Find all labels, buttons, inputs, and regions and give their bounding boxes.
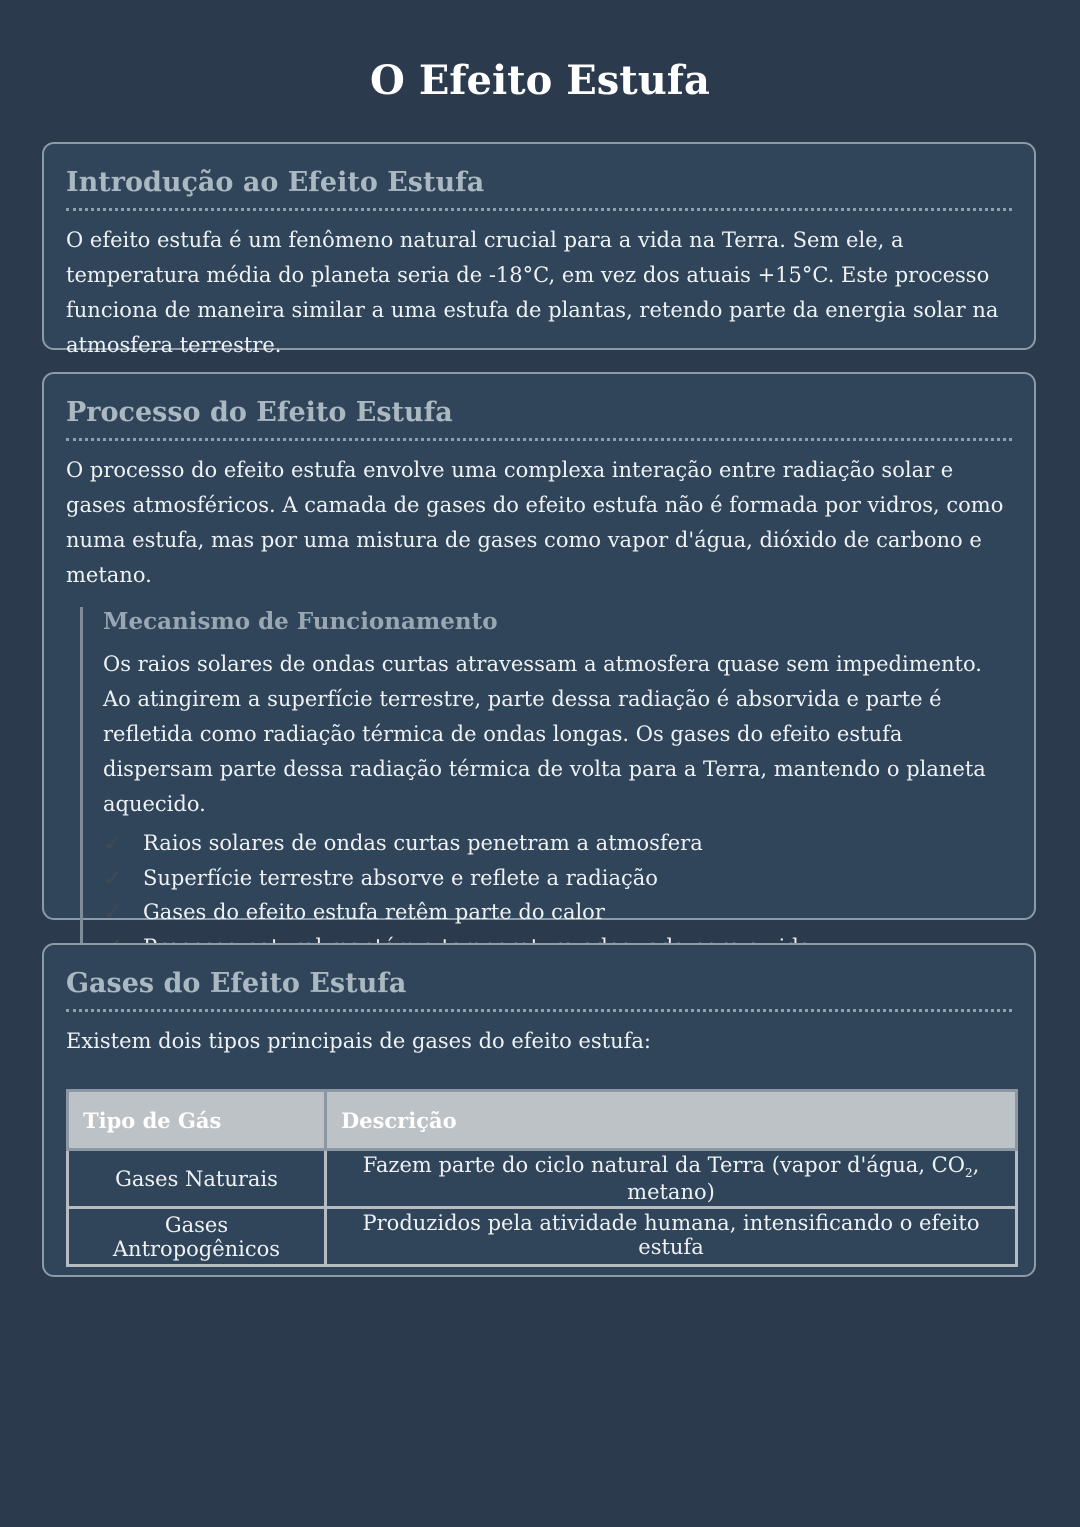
mechanism-heading: Mecanismo de Funcionamento [103,608,498,635]
process-heading: Processo do Efeito Estufa [66,396,1012,441]
table-cell-type: Gases Naturais [68,1150,326,1208]
gas-types-table [66,1089,1018,1267]
page-title: O Efeito Estufa [370,57,710,104]
list-item [103,826,1012,861]
check-icon: ✓ [103,863,124,892]
table-row [68,1150,1017,1208]
list-item [103,861,1012,896]
gases-heading: Gases do Efeito Estufa [66,967,1012,1012]
list-item-text: Superfície terrestre absorve e reflete a radiação [143,865,658,890]
table-header-description: Descrição [326,1091,1017,1150]
mechanism-text: Os raios solares de ondas curtas atravessam a atmosfera quase sem impedimento. Ao atingirem a superfície terrestre, parte dessa radiação é absorvida e parte é refletida como radiação térmica de ondas longas. Os gases do efeito estufa dispersam parte dessa radiação térmica de volta para a Terra, mantendo o planeta aquecido. [103,652,986,816]
check-icon: ✓ [103,829,124,857]
check-icon: ✓ [103,898,124,926]
gases-section [42,943,1036,1277]
table-cell-description: Produzidos pela atividade humana, intensificando o efeito estufa [326,1208,1017,1266]
intro-text: O efeito estufa é um fenômeno natural crucial para a vida na Terra. Sem ele, a temperatura média do planeta seria de -18°C, em vez dos atuais +15°C. Este processo funciona de maneira similar a uma estufa de plantas, retendo parte da energia solar na atmosfera terrestre. [66,228,999,357]
table-row [68,1208,1017,1266]
mechanism-block [80,607,1012,964]
list-item [103,895,1012,930]
table-header-type: Tipo de Gás [68,1091,326,1150]
table-header-row [68,1091,1017,1150]
list-item-text: Raios solares de ondas curtas penetram a atmosfera [143,831,703,855]
table-cell-type: Gases Antropogênicos [68,1208,326,1266]
process-section [42,372,1036,926]
intro-heading: Introdução ao Efeito Estufa [66,166,1012,211]
table-cell-description: Fazem parte do ciclo natural da Terra (vapor d'água, $CO_2$, metano) [326,1150,1017,1208]
process-text: O processo do efeito estufa envolve uma complexa interação entre radiação solar e gases atmosféricos. A camada de gases do efeito estufa não é formada por vidros, como numa estufa, mas por uma mistura de gases como vapor d'água, dióxido de carbono e metano. [66,458,1004,587]
list-item-text: Gases do efeito estufa retêm parte do calor [143,900,605,924]
intro-section [42,142,1036,357]
gases-text: Existem dois tipos principais de gases do efeito estufa: [66,1029,651,1053]
